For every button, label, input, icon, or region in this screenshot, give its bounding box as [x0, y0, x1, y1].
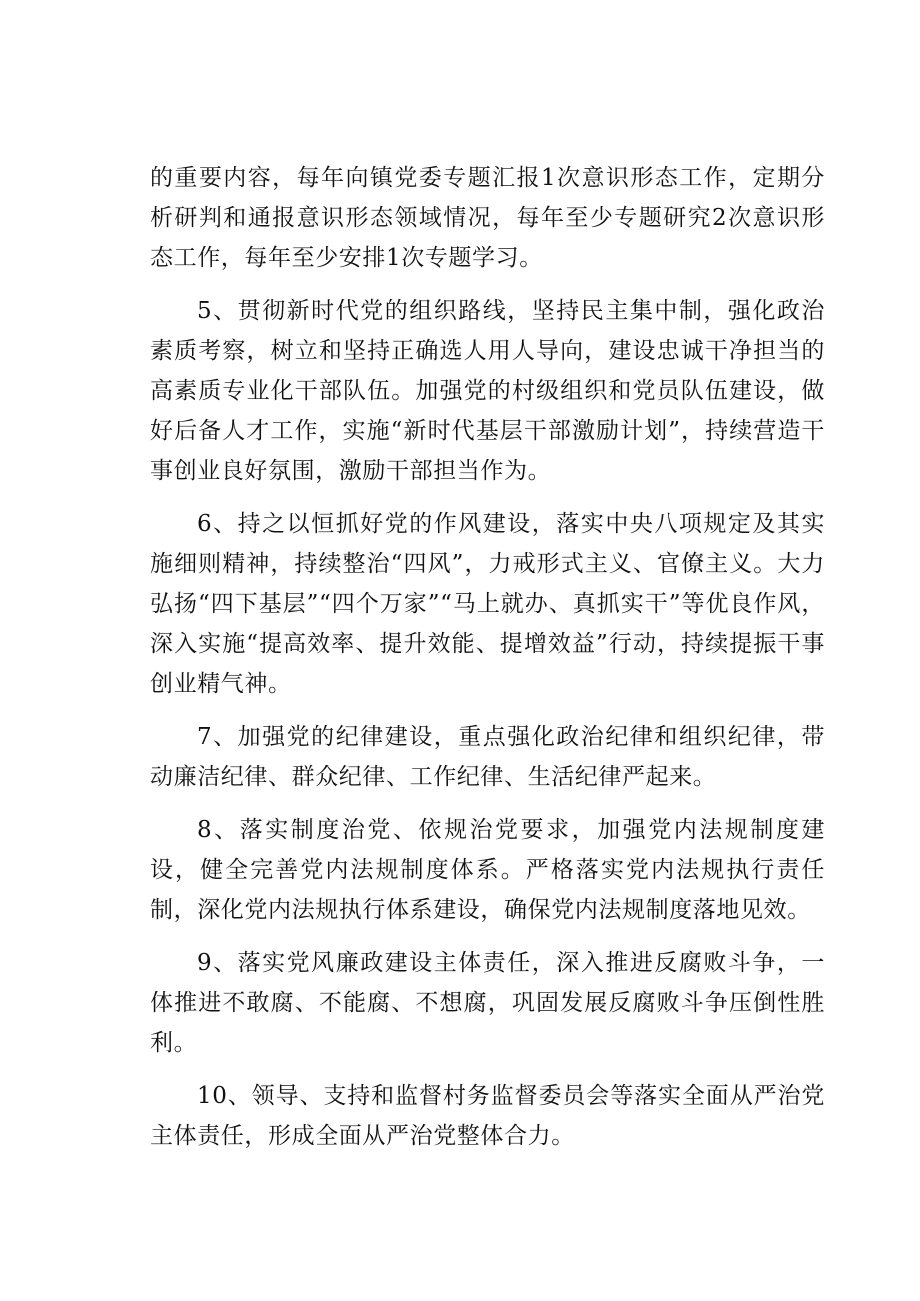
paragraph-item-5: 5、贯彻新时代党的组织路线，坚持民主集中制，强化政治素质考察，树立和坚持正确选人用人导向，建设忠诚干净担当的高素质专业化干部队伍。加强党的村级组织和党员队伍建设，做好后备人才工作，实施“新时代基层干部激励计划”，持续营造干事创业良好氛围，激励干部担当作为。 [150, 298, 825, 484]
paragraph-item-9: 9、落实党风廉政建设主体责任，深入推进反腐败斗争，一体推进不敢腐、不能腐、不想腐，巩固发展反腐败斗争压倒性胜利。 [150, 950, 825, 1056]
document-body [150, 158, 825, 1169]
paragraph-item-10: 10、领导、支持和监督村务监督委员会等落实全面从严治党主体责任，形成全面从严治党整体合力。 [150, 1083, 825, 1149]
paragraph-item-7: 7、加强党的纪律建设，重点强化政治纪律和组织纪律，带动廉洁纪律、群众纪律、工作纪律、生活纪律严起来。 [150, 724, 825, 790]
paragraph-continued: 的重要内容，每年向镇党委专题汇报1次意识形态工作，定期分析研判和通报意识形态领域情况，每年至少专题研究2次意识形态工作，每年至少安排1次专题学习。 [150, 165, 825, 271]
paragraph-item-6: 6、持之以恒抓好党的作风建设，落实中央八项规定及其实施细则精神，持续整治“四风”，力戒形式主义、官僚主义。大力弘扬“四下基层”“四个万家”“马上就办、真抓实干”等优良作风，深入实施“提高效率、提升效能、提增效益”行动，持续提振干事创业精气神。 [150, 511, 825, 697]
paragraph-item-8: 8、落实制度治党、依规治党要求，加强党内法规制度建设，健全完善党内法规制度体系。严格落实党内法规执行责任制，深化党内法规执行体系建设，确保党内法规制度落地见效。 [150, 817, 825, 923]
